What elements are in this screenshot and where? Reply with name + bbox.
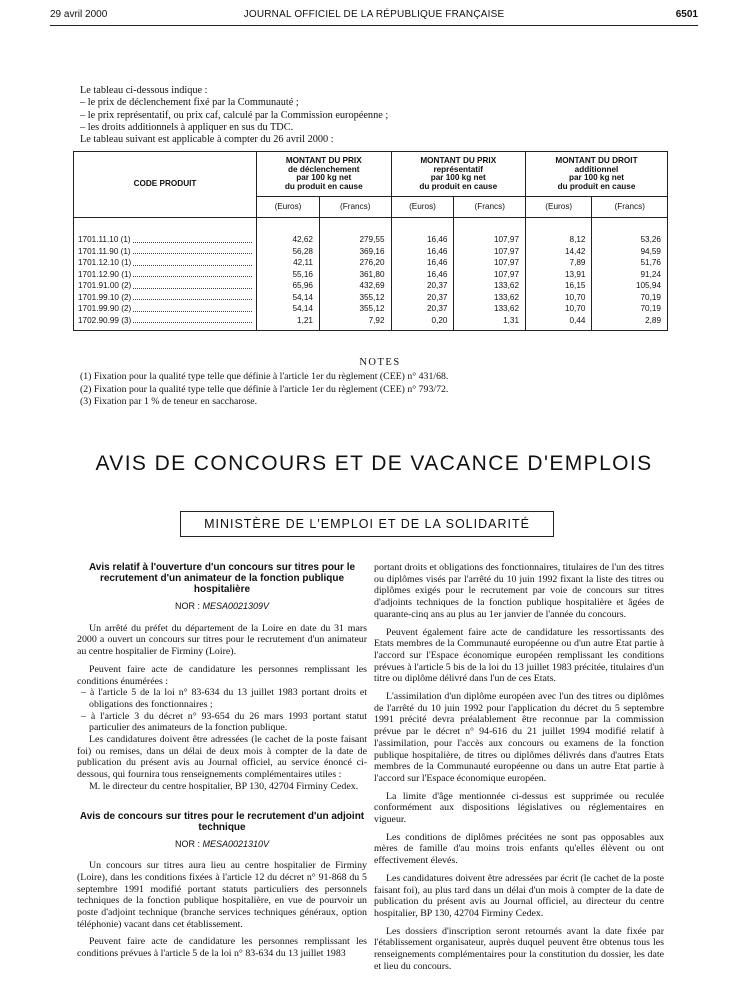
- table-cell: 13,91: [564, 269, 586, 279]
- group-header-droit-additionnel: [526, 152, 668, 197]
- paragraph: Les dossiers d'inscription seront retournés avant la date fixée par l'établissement organisateur, auprès duquel peuvent être obtenus tous les renseignements complémentaires pour la constitution du dossier, les date et lieu du concours.: [374, 925, 664, 972]
- group-header-representatif: [391, 152, 526, 197]
- intro-line: – le prix représentatif, ou prix caf, calculé par la Commission européenne ;: [80, 109, 389, 121]
- paragraph: Un concours sur titres aura lieu au centre hospitalier de Firminy (Loire), dans les conditions fixées à l'article 12 du décret n° 91-868 du 5 septembre 1991 modifié portant statuts particuliers des personnels techniques de la fonction publique hospitalière, en vue de pourvoir un poste d'adjoint technique (branche services techniques généraux, option téléphonie) vacant dans cet établissement.: [77, 860, 367, 930]
- table-cell: 107,97: [493, 258, 519, 267]
- nor-code: MESA0021309V: [202, 601, 270, 611]
- leader-dots: [133, 269, 252, 278]
- code-line: [78, 292, 252, 304]
- table-cell: 42,62: [292, 235, 313, 244]
- table-cell: 20,37: [426, 281, 448, 290]
- leader-dots: [133, 292, 252, 301]
- table-cell: 20,37: [426, 304, 448, 313]
- table-cell: 16,46: [426, 258, 448, 267]
- table-cell: 70,19: [640, 292, 661, 302]
- header-date: 29 avril 2000: [50, 9, 108, 20]
- group-header-line: représentatif: [433, 164, 484, 174]
- code-line: [78, 280, 252, 292]
- paragraph: La limite d'âge mentionnée ci-dessus est supprimée ou reculée conformément aux dispositions législatives ou réglementaires en vigueur.: [374, 790, 664, 826]
- table-cell: 133,62: [493, 292, 519, 302]
- table-cell: 56,28: [292, 246, 313, 256]
- value-column-representatif-euros: [391, 218, 454, 331]
- group-header-line: du produit en cause: [284, 181, 363, 191]
- table-cell: 355,12: [359, 304, 385, 313]
- table-cell: 7,89: [569, 258, 586, 267]
- note-item: (1) Fixation pour la qualité type telle que définie à l'article 1er du règlement (CEE) n° 431/68.: [80, 371, 449, 383]
- code-value: 1701.12.90 (1): [78, 269, 132, 279]
- paragraph: Peuvent faire acte de candidature les personnes remplissant les conditions énumérées :: [77, 663, 367, 687]
- nor-label: NOR :: [174, 601, 200, 611]
- code-line: [78, 246, 252, 258]
- table-intro: [80, 85, 680, 146]
- paragraph: Les candidatures doivent être adressées par écrit (le cachet de la poste faisant foi), au plus tard dans un délai d'un mois à compter de la date de publication du présent avis au Journal officiel, au directeur du centre hospitalier, BP 130, 42704 Firminy Cedex.: [374, 872, 664, 919]
- table-cell: 133,62: [493, 281, 519, 290]
- notes-title: NOTES: [359, 357, 401, 368]
- paragraph: L'assimilation d'un diplôme européen avec l'un des titres ou diplômes de l'arrêté du 10 juin 1992 pour l'application du décret du 5 septembre 1991 précité devra préalablement être reconnue par la commission prévue par le décret n° 94-616 du 21 juillet 1994 modifié relatif à l'assimilation, pour l'accès aux concours ou examens de la fonction publique hospitalière, de titres ou diplômes délivrés dans d'autres Etats membres de la Communauté européenne ou dans un autre Etat partie à l'accord sur l'Espace économique européen.: [374, 691, 664, 784]
- table-cell: 91,24: [640, 269, 661, 279]
- code-value: 1701.91.00 (2): [78, 281, 132, 290]
- code-value: 1702.90.99 (3): [78, 315, 132, 325]
- table-cell: 94,59: [640, 246, 661, 256]
- table-cell: 0,20: [431, 315, 448, 325]
- table-body-row: [74, 218, 668, 331]
- notes-section: [80, 357, 680, 408]
- group-header-line: par 100 kg net: [568, 173, 625, 182]
- section-title: AVIS DE CONCOURS ET DE VACANCE D'EMPLOIS: [95, 452, 653, 475]
- table-cell: 1,21: [297, 315, 313, 325]
- table-cell: 16,46: [426, 269, 448, 279]
- value-column-droit-euros: [526, 218, 592, 331]
- table-cell: 16,46: [426, 246, 448, 256]
- group-header-line: MONTANT DU DROIT: [555, 156, 638, 165]
- group-header-line: par 100 kg net: [296, 173, 352, 182]
- leader-dots: [133, 303, 252, 312]
- left-column: [77, 562, 367, 966]
- leader-dots: [133, 246, 252, 255]
- table-cell: 51,76: [640, 258, 661, 267]
- price-table: [73, 151, 668, 331]
- nor-code: MESA0021310V: [202, 838, 270, 849]
- code-line: [78, 234, 252, 246]
- intro-line: Le tableau ci-dessous indique :: [80, 85, 208, 96]
- table-cell: 65,96: [292, 281, 313, 290]
- table-cell: 0,44: [569, 315, 586, 325]
- avis-title: Avis relatif à l'ouverture d'un concours sur titres pour le recrutement d'un animateur de la fonction publique hospitalière: [88, 562, 356, 595]
- leader-dots: [133, 280, 252, 289]
- value-column-droit-francs: [592, 218, 668, 331]
- leader-dots: [133, 234, 252, 243]
- table-cell: 20,37: [426, 292, 448, 302]
- table-cell: 361,80: [359, 269, 385, 279]
- code-value: 1701.99.90 (2): [78, 304, 132, 313]
- group-header-line: du produit en cause: [419, 181, 498, 191]
- header-journal-title: JOURNAL OFFICIEL DE LA RÉPUBLIQUE FRANÇAISE: [243, 9, 505, 20]
- table-cell: 105,94: [635, 281, 661, 290]
- paragraph: Peuvent également faire acte de candidature les ressortissants des Etats membres de la Communauté européenne ou d'un autre Etat partie à l'accord sur l'Espace économique européen remplissant les conditions prévues à l'article 5 bis de la loi du 13 juillet 1983 précitée, titulaires d'un titre ou diplôme délivré dans l'un de ces Etats.: [374, 626, 664, 685]
- table-cell: 54,14: [292, 304, 313, 313]
- group-header-line: additionnel: [574, 164, 619, 174]
- leader-dots: [133, 257, 252, 266]
- header-page-number: 6501: [675, 9, 698, 20]
- code-line: [78, 303, 252, 315]
- table-cell: 1,31: [503, 315, 519, 325]
- group-header-line: MONTANT DU PRIX: [420, 156, 497, 165]
- nor-label: NOR :: [174, 838, 200, 849]
- value-column-representatif-francs: [454, 218, 526, 331]
- table-cell: 276,20: [359, 258, 385, 267]
- page-header: [50, 9, 698, 26]
- nor-reference: [77, 601, 367, 613]
- code-value: 1701.11.10 (1): [78, 235, 131, 244]
- table-cell: 369,16: [359, 246, 385, 256]
- note-item: (3) Fixation par 1 % de teneur en saccharose.: [80, 395, 258, 407]
- group-header-line: du produit en cause: [557, 181, 636, 191]
- table-cell: 10,70: [564, 292, 586, 302]
- paragraph: portant droits et obligations des fonctionnaires, titulaires de l'un des titres ou diplômes visés par l'arrêté du 10 juin 1992 fixant la liste des titres ou diplômes exigés pour le recrutement par voie de concours sur titres d'adjoints techniques de la fonction publique hospitalière et âgées de quarante-cinq ans au plus au 1er janvier de l'année du concours.: [374, 562, 664, 620]
- paragraph: M. le directeur du centre hospitalier, BP 130, 42704 Firminy Cedex.: [89, 780, 359, 792]
- value-column-declenchement-euros: [257, 218, 320, 331]
- table-cell: 10,70: [564, 304, 586, 313]
- unit-header: (Francs): [454, 197, 526, 218]
- group-header-line: MONTANT DU PRIX: [285, 156, 362, 165]
- table-cell: 70,19: [640, 304, 661, 313]
- table-cell: 432,69: [359, 281, 385, 290]
- intro-line: – les droits additionnels à appliquer en sus du TDC.: [80, 121, 294, 133]
- code-line: [78, 315, 252, 327]
- nor-reference: [77, 839, 367, 851]
- table-cell: 53,26: [640, 235, 661, 244]
- code-column: [74, 218, 257, 331]
- table-cell: 42,11: [293, 258, 313, 267]
- table-cell: 107,97: [493, 269, 519, 279]
- list-item: – à l'article 5 de la loi n° 83-634 du 13 juillet 1983 portant droits et obligations des fonctionnaires ;: [81, 687, 367, 710]
- leader-dots: [133, 315, 252, 324]
- unit-header: (Francs): [319, 197, 391, 218]
- right-column: [374, 562, 664, 979]
- code-produit-header: CODE PRODUIT: [74, 152, 257, 218]
- note-item: (2) Fixation pour la qualité type telle que définie à l'article 1er du règlement (CEE) n° 793/72.: [80, 383, 449, 395]
- table-cell: 14,42: [564, 246, 586, 256]
- unit-header: (Euros): [526, 197, 592, 218]
- table-cell: 7,92: [368, 315, 385, 325]
- table-cell: 55,16: [292, 269, 313, 279]
- value-column-declenchement-francs: [319, 218, 391, 331]
- code-value: 1701.12.10 (1): [78, 258, 132, 267]
- table-cell: 2,89: [645, 315, 661, 325]
- table-cell: 107,97: [493, 235, 519, 244]
- avis-title: Avis de concours sur titres pour le recrutement d'un adjoint technique: [79, 810, 365, 833]
- paragraph: Les candidatures doivent être adressées (le cachet de la poste faisant foi) ou remises, dans un délai de deux mois à compter de la date de publication du présent avis au Journal officiel, au service énoncé ci-dessous, qui fournira tous renseignements complémentaires utiles :: [77, 734, 367, 781]
- code-line: [78, 257, 252, 269]
- table-header-row: [74, 152, 668, 197]
- paragraph: Un arrêté du préfet du département de la Loire en date du 31 mars 2000 a ouvert un concours sur titres pour le recrutement d'un animateur au centre hospitalier de Firminy (Loire).: [77, 622, 367, 658]
- group-header-declenchement: [257, 152, 392, 197]
- table-cell: 107,97: [493, 246, 519, 256]
- ministry-box: MINISTÈRE DE L'EMPLOI ET DE LA SOLIDARITÉ: [180, 511, 554, 537]
- intro-line: – le prix de déclenchement fixé par la Communauté ;: [80, 97, 299, 109]
- code-value: 1701.99.10 (2): [78, 292, 132, 302]
- paragraph: Peuvent faire acte de candidature les personnes remplissant les conditions prévues à l'article 5 de la loi n° 83-634 du 13 juillet 1983: [77, 936, 367, 960]
- group-header-line: par 100 kg net: [430, 173, 486, 182]
- table-cell: 133,62: [493, 304, 519, 313]
- table-cell: 54,14: [292, 292, 313, 302]
- unit-header: (Francs): [592, 197, 668, 218]
- list-item: – à l'article 3 du décret n° 93-654 du 26 mars 1993 portant statut particulier des animateurs de la fonction publique.: [81, 710, 367, 734]
- code-value: 1701.11.90 (1): [78, 246, 131, 256]
- unit-header: (Euros): [257, 197, 320, 218]
- unit-header: (Euros): [391, 197, 454, 218]
- paragraph: Les conditions de diplômes précitées ne sont pas opposables aux mères de famille d'au moins trois enfants qu'elles élèvent ou ont effectivement élevés.: [374, 831, 664, 867]
- intro-line: Le tableau suivant est applicable à compter du 26 avril 2000 :: [80, 134, 334, 146]
- table-cell: 8,12: [569, 235, 586, 244]
- table-cell: 16,46: [426, 235, 448, 244]
- code-line: [78, 269, 252, 281]
- group-header-line: de déclenchement: [288, 164, 360, 174]
- table-cell: 279,55: [359, 235, 385, 244]
- table-cell: 355,12: [359, 292, 385, 302]
- table-cell: 16,15: [564, 281, 586, 290]
